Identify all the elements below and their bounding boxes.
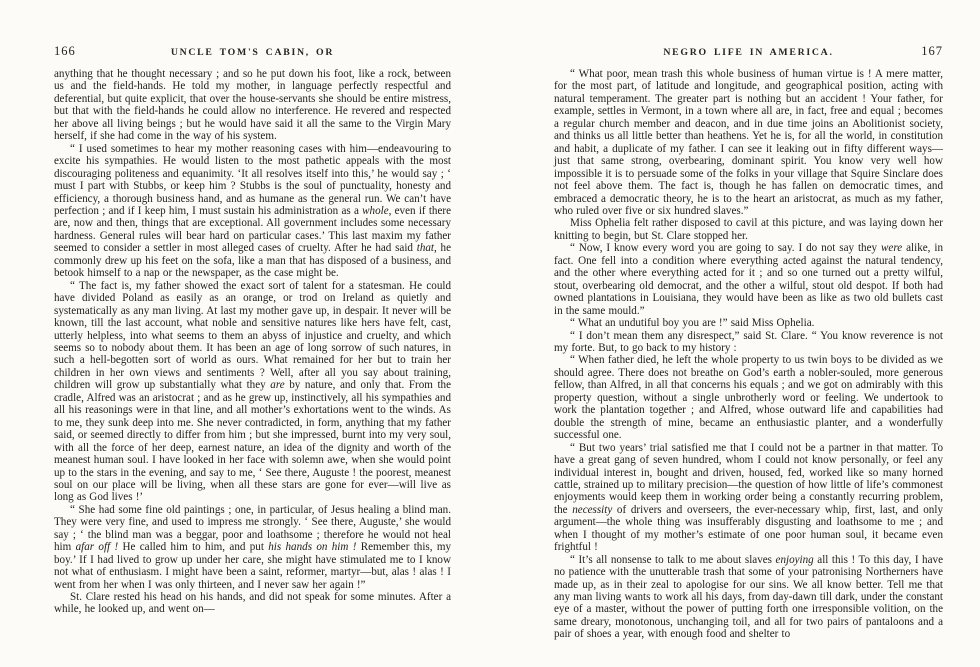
paragraph: St. Clare rested his head on his hands, and did not speak for some minutes. After a while, he looked up, and went on— bbox=[54, 591, 451, 616]
page-left bbox=[54, 44, 451, 667]
paragraph: “ Now, I know every word you are going to say. I do not say they were alike, in fact. One fell into a condition where everything acted against the natural tendency, and the other where everything acted for it ; and so one turned out a pretty wilful, stout, overbearing old democrat, and the other a wilful, stout old despot. If both had owned plantations in Louisiana, they would have been as like as two old bullets cast in the same mould.” bbox=[554, 242, 943, 317]
paragraph: “ What an undutiful boy you are !” said Miss Ophelia. bbox=[570, 317, 815, 330]
paragraph: “ The fact is, my father showed the exact sort of talent for a statesman. He could have divided Poland as easily as an orange, or trod on Ireland as quietly and systematically as any man living. At last my mother gave up, in despair. It never will be known, till the last account, what noble and sensitive natures like hers have felt, cast, utterly helpless, into what seems to them an abyss of injustice and cruelty, and which seems so to nobody about them. It has been an age of long sorrow of such natures, in such a hell-begotten sort of world as ours. What remained for her but to train her children in her own views and sentiments ? Well, after all you say about training, children will grow up substantially what they are by nature, and only that. From the cradle, Alfred was an aristocrat ; and as he grew up, instinctively, all his sympathies and all his reasonings were in that line, and all mother’s exhortations went to the winds. As to me, they sunk deep into me. She never contradicted, in form, anything that my father said, or seemed directly to differ from him ; but she impressed, burnt into my very soul, with all the force of her deep, earnest nature, an idea of the dignity and worth of the meanest human soul. I have looked in her face with solemn awe, when she would point up to the stars in the evening, and say to me, ‘ See there, Auguste ! the poorest, meanest soul on our place will be living, when all these stars are gone for ever—will live as long as God lives !’ bbox=[54, 279, 451, 504]
page-header-left bbox=[54, 44, 451, 60]
paragraph: “ But two years’ trial satisfied me that I could not be a partner in that matter. To have a great gang of seven hundred, whom I could not know personally, or feel any individual interest in, bought and driven, housed, fed, worked like so many horned cattle, strained up to military precision—the question of how little of life’s commonest enjoyments would keep them in working order being a constantly recurring problem, the necessity of drivers and overseers, the ever-necessary whip, first, last, and only argument—the whole thing was insufferably disgusting and loathsome to me ; and when I thought of my mother’s estimate of one poor human soul, it became even frightful ! bbox=[554, 441, 943, 554]
page-number-right: 167 bbox=[921, 44, 943, 58]
page-right bbox=[554, 44, 943, 667]
running-title-right: NEGRO LIFE IN AMERICA. bbox=[663, 47, 834, 58]
paragraph: “ What poor, mean trash this whole business of human virtue is ! A mere matter, for the most part, of latitude and longitude, and geographical position, acting with natural temperament. The greater part is nothing but an accident ! Your father, for example, settles in Vermont, in a town where all are, in fact, free and equal ; becomes a regular church member and deacon, and in due time joins an Abolitionist society, and thinks us all little better than heathens. Yet he is, for all the world, in constitution and habit, a duplicate of my father. I can see it leaking out in fifty different ways—just that same strong, overbearing, dominant spirit. You know very well how impossible it is to persuade some of the folks in your village that Squire Sinclare does not feel above them. The fact is, though he has fallen on democratic times, and embraced a democratic theory, he is to the heart an aristocrat, as much as my father, who ruled over five or six hundred slaves.” bbox=[554, 68, 943, 217]
page-number-left: 166 bbox=[54, 44, 76, 58]
paragraph: Miss Ophelia felt rather disposed to cavil at this picture, and was laying down her knitting to begin, but St. Clare stopped her. bbox=[554, 217, 943, 242]
paragraph: “ When father died, he left the whole property to us twin boys to be divided as we should agree. There does not breathe on God’s earth a nobler-souled, more generous fellow, than Alfred, in all that concerns his equals ; and we got on admirably with this property question, without a single unbrotherly word or feeling. We undertook to work the plantation together ; and Alfred, whose outward life and capabilities had double the strength of mine, became an enthusiastic planter, and a wonderfully successful one. bbox=[554, 354, 943, 442]
paragraph: “ I don’t mean them any disrespect,” said St. Clare. “ You know reverence is not my forte. But, to go back to my history : bbox=[554, 329, 943, 354]
paragraph: anything that he thought necessary ; and so he put down his foot, like a rock, between us and the field-hands. He told my mother, in language perfectly respectful and deferential, but quite explicit, that over the house-servants she should be entire mistress, but that with the field-hands he could allow no interference. He revered and respected her above all living beings ; but he would have said it all the same to the Virgin Mary herself, if she had come in the way of his system. bbox=[54, 68, 451, 143]
running-title-left: UNCLE TOM'S CABIN, OR bbox=[170, 47, 335, 58]
page-body-right bbox=[554, 68, 943, 641]
paragraph: “ I used sometimes to hear my mother reasoning cases with him—endeavouring to excite his sympathies. He would listen to the most pathetic appeals with the most discouraging politeness and equanimity. ‘It all resolves itself into this,’ he would say ; ‘ must I part with Stubbs, or keep him ? Stubbs is the soul of punctuality, honesty and efficiency, a thorough business hand, and as humane as the general run. We can’t have perfection ; and if I keep him, I must sustain his administration as a whole, even if there are, now and then, things that are exceptional. All government includes some necessary hardness. General rules will bear hard on particular cases.’ This last maxim my father seemed to consider a settler in most alleged cases of cruelty. After he had said that, he commonly drew up his feet on the sofa, like a man that has disposed of a business, and betook himself to a nap or the newspaper, as the case might be. bbox=[54, 142, 451, 280]
paragraph: “ It’s all nonsense to talk to me about slaves enjoying all this ! To this day, I have no patience with the unutterable trash that some of your patronising Northerners have made up, as in their zeal to apologise for our sins. We all know better. Tell me that any man living wants to work all his days, from day-dawn till dark, under the constant eye of a master, without the power of putting forth one irresponsible volition, on the same dreary, monotonous, unchanging toil, and all for two pairs of pantaloons and a pair of shoes a year, with enough food and shelter to bbox=[554, 553, 944, 641]
page-header-right bbox=[554, 44, 943, 60]
paragraph: “ She had some fine old paintings ; one, in particular, of Jesus healing a blind man. They were very fine, and used to impress me strongly. ‘ See there, Auguste,’ she would say ; ‘ the blind man was a beggar, poor and loathsome ; therefore he would not heal him afar off ! He called him to him, and put his hands on him ! Remember this, my boy.’ If I had lived to grow up under her care, she might have stimulated me to I know not what of enthusiasm. I might have been a saint, reformer, martyr—but, alas ! alas ! I went from her when I was only thirteen, and I never saw her again !” bbox=[54, 503, 452, 591]
page-body-left bbox=[54, 68, 451, 616]
